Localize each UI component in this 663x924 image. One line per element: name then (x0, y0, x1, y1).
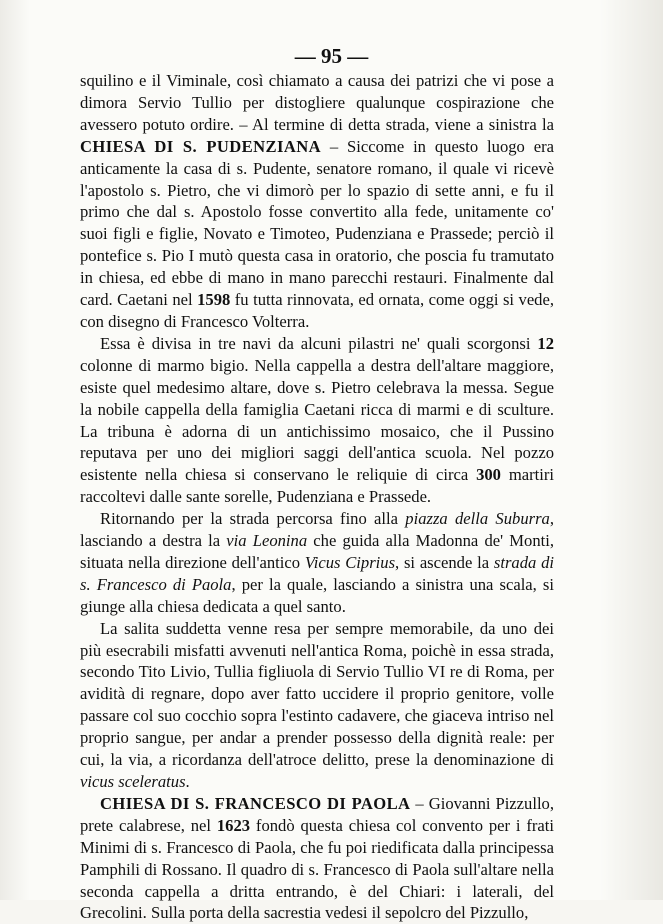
text-run: , si ascende la (395, 552, 494, 572)
text-run: fondò questa chiesa col convento per i frati Minimi di s. Francesco di Paola, che fu poi riedificata dalla principessa Pamphili di Rossano. Il quadro di s. Francesco di Paola sull'altare nella seconda cappella a dritta entrando, è del Chiari: i laterali, del Grecolini. Sulla porta della sacrestia vedesi il sepolcro del Pizzullo, (80, 815, 554, 923)
text-run: 12 (537, 333, 554, 353)
text-run: Ritornando per la strada percorsa fino alla (100, 509, 406, 529)
text-run: via Leonina (226, 531, 308, 551)
text-run: – Giovanni Pizzullo, prete calabrese, nel (80, 793, 554, 835)
text-run: strada di s. Francesco di Paola (80, 552, 554, 594)
text-run: che guida alla Madonna de' Monti, situata nella direzione dell'antico (80, 531, 554, 572)
text-run: colonne di marmo bigio. Nella cappella a destra dell'altare maggiore, esiste quel medesimo altare, dove s. Pietro celebrava la messa. Segue la nobile cappella della famiglia Caetani ricca di marmi e di sculture. La tribuna è adorna di un antichissimo mosaico, che il Pussino reputava per uno dei migliori saggi dell'antica scuola. Nel pozzo esistente nella chiesa si conservano le reliquie di circa (80, 355, 554, 485)
text-run: , per la quale, lasciando a sinistra una scala, si giunge alla chiesa dedicata a quel santo. (80, 574, 554, 616)
paragraph-san-francesco-di-paola (80, 793, 554, 924)
paragraph-route-suburra (80, 508, 554, 618)
page-number: — 95 — (294, 44, 369, 68)
section-heading: CHIESA DI S. FRANCESCO DI PAOLA (100, 793, 411, 813)
section-heading: CHIESA DI S. PUDENZIANA (80, 136, 321, 156)
text-run: . (185, 772, 190, 791)
text-run: Vicus Ciprius (304, 552, 396, 572)
text-run: Essa è divisa in tre navi da alcuni pilastri ne' quali scorgonsi (100, 333, 538, 353)
paragraph-vicus-sceleratus (80, 618, 554, 793)
text-run: , lasciando a destra la (80, 509, 554, 551)
text-run: squilino e il Viminale, così chiamato a causa dei patrizi che vi pose a dimora Servio Tullio per distogliere qualunque cospirazione che avessero potuto ordire. – Al termine di detta strada, viene a sinistra la (80, 71, 554, 134)
text-run: 1598 (197, 290, 231, 310)
text-run: 1623 (216, 815, 251, 835)
paragraph-church-description (80, 333, 554, 508)
page-text (80, 70, 554, 924)
text-run: piazza della Suburra (405, 509, 550, 529)
text-run: – Siccome in questo luogo era anticamente la casa di s. Pudente, senatore romano, il quale vi ricevè l'apostolo s. Pietro, che vi dimorò per lo spazio di sette anni, e fu il primo che dal s. Apostolo fosse convertito alla fede, unitamente co' suoi figli e figlie, Novato e Timoteo, Pudenziana e Prassede; perciò il pontefice s. Pio I mutò questa casa in oratorio, che poscia fu tramutato in chiesa, ed ebbe di mano in mano parecchi restauri. Finalmente dal card. Caetani nel (80, 136, 554, 310)
text-run: vicus sceleratus (80, 772, 186, 791)
text-run: 300 (476, 465, 501, 485)
text-run: La salita suddetta venne resa per sempre memorabile, da uno dei più esecrabili misfatti avvenuti nell'antica Roma, poichè in essa strada, secondo Tito Livio, Tullia figliuola di Servio Tullio VI re di Roma, per avidità di regnare, dopo aver fatto uccidere il proprio genitore, volle passare col suo cocchio sopra l'estinto cadavere, che giaceva intriso nel proprio sangue, per andar a prender possesso della dignità reale: per cui, la via, a ricordanza dell'atroce delitto, prese la denominazione di (80, 618, 554, 770)
text-run: martiri raccoltevi dalle sante sorelle, Pudenziana e Prassede. (80, 465, 554, 507)
paragraph-santa-pudenziana (80, 70, 554, 333)
text-run: fu tutta rinnovata, ed ornata, come oggi si vede, con disegno di Francesco Volterra. (80, 290, 554, 331)
